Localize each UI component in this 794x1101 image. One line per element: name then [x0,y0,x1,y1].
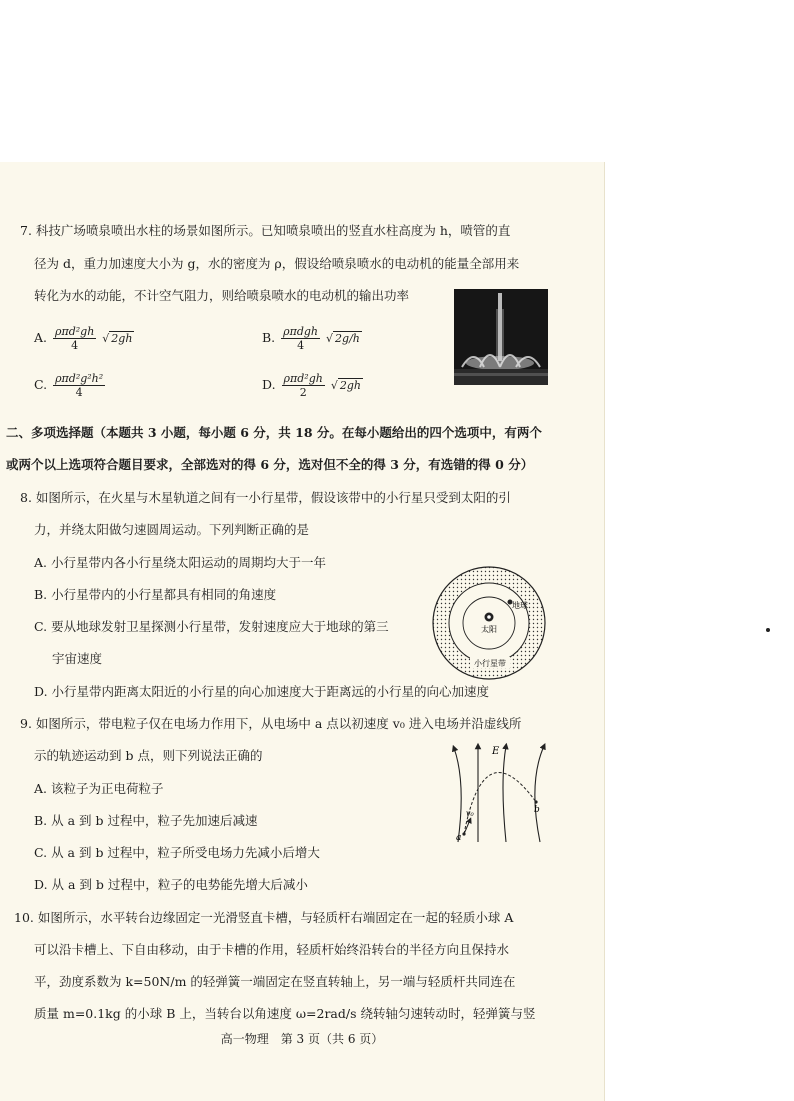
field-line [535,746,544,842]
q7-option-a: A. $\frac{\text{ρπd²gh}}{4}$ √ 2gh [34,325,133,352]
section-2-heading-line-1: 二、多项选择题（本题共 3 小题，每小题 6 分，共 18 分。在每小题给出的四个选项中，有两个 [6,425,542,440]
velocity-label: v₀ [466,809,474,818]
q8-option-d: D. 小行星带内距离太阳近的小行星的向心加速度大于距离远的小行星的向心加速度 [34,684,490,699]
q8-line-1: 8. 如图所示，在火星与木星轨道之间有一小行星带，假设该带中的小行星只受到太阳的引 [20,490,511,505]
q7-line-3: 转化为水的动能，不计空气阻力，则给喷泉喷水的电动机的输出功率 [34,288,410,303]
q10-line-1: 10. 如图所示，水平转台边缘固定一光滑竖直卡槽，与轻质杆右端固定在一起的轻质小球 A [14,910,514,925]
page-footer: 高一物理 第 3 页（共 6 页） [220,1032,384,1046]
fraction: $\frac{\text{ρπd²g²h²}}{4}$ [55,372,104,399]
particle-trajectory [464,773,536,834]
q8-option-b: B. 小行星带内的小行星都具有相同的角速度 [34,587,277,602]
sun-label: 太阳 [481,625,497,634]
q10-line-2: 可以沿卡槽上、下自由移动，由于卡槽的作用，轻质杆始终沿转台的半径方向且保持水 [34,942,510,957]
scan-margin [0,0,794,162]
field-line [454,748,461,842]
section-2-heading-line-2: 或两个以上选项符合题目要求，全部选对的得 6 分，选对但不全的得 3 分，有选错的得 0 分） [6,457,534,472]
q7-option-c: C. $\frac{\text{ρπd²g²h²}}{4}$ [34,372,104,399]
q8-option-c: C. 要从地球发射卫星探测小行星带，发射速度应大于地球的第三 [34,619,389,634]
q8-option-a: A. 小行星带内各小行星绕太阳运动的周期均大于一年 [34,555,326,570]
earth-label: 地球 [512,601,528,610]
fountain-photo [454,289,548,385]
q9-option-d: D. 从 a 到 b 过程中，粒子的电势能先增大后减小 [34,877,308,892]
asteroid-belt-diagram [428,562,550,684]
sqrt: √ 2gh [330,378,361,392]
q9-option-c: C. 从 a 到 b 过程中，粒子所受电场力先减小后增大 [34,845,320,860]
scan-speck [766,628,770,632]
fraction: $\frac{\text{ρπdgh}}{4}$ [283,325,319,352]
point-a-label: a [456,833,462,843]
q9-line-1: 9. 如图所示，带电粒子仅在电场力作用下，从电场中 a 点以初速度 v₀ 进入电场并沿虚线所 [20,716,522,731]
q10-line-4: 质量 m=0.1kg 的小球 B 上，当转台以角速度 ω=2rad/s 绕转轴匀速转动时，轻弹簧与竖 [34,1006,536,1021]
sqrt: √ 2g/h [326,331,360,345]
electric-field-diagram [448,742,554,846]
q9-option-b: B. 从 a 到 b 过程中，粒子先加速后减速 [34,813,258,828]
q9-option-a: A. 该粒子为正电荷粒子 [34,781,164,796]
q9-line-2: 示的轨迹运动到 b 点，则下列说法正确的 [34,748,263,763]
point-b-label: b [534,805,540,815]
asteroid-belt-label: 小行星带 [474,659,506,668]
q7-line-2: 径为 d，重力加速度大小为 g，水的密度为 ρ，假设给喷泉喷水的电动机的能量全部用来 [34,256,520,271]
q10-line-3: 平，劲度系数为 k=50N/m 的轻弹簧一端固定在竖直转轴上，另一端与轻质杆共同连在 [34,974,516,989]
fraction: $\frac{\text{ρπd²gh}}{2}$ [283,372,323,399]
fraction: $\frac{\text{ρπd²gh}}{4}$ [55,325,95,352]
q7-option-b: B. $\frac{\text{ρπdgh}}{4}$ √ 2g/h [262,325,360,352]
q7-line-1: 7. 科技广场喷泉喷出水柱的场景如图所示。已知喷泉喷出的竖直水柱高度为 h，喷管的直 [20,223,511,238]
field-label: E [492,746,500,757]
sqrt: √ 2gh [102,331,133,345]
q7-option-d: D. $\frac{\text{ρπd²gh}}{2}$ √ 2gh [262,372,361,399]
field-line [503,746,506,842]
q8-option-c-cont: 宇宙速度 [52,651,103,666]
q8-line-2: 力，并绕太阳做匀速圆周运动。下列判断正确的是 [34,522,310,537]
